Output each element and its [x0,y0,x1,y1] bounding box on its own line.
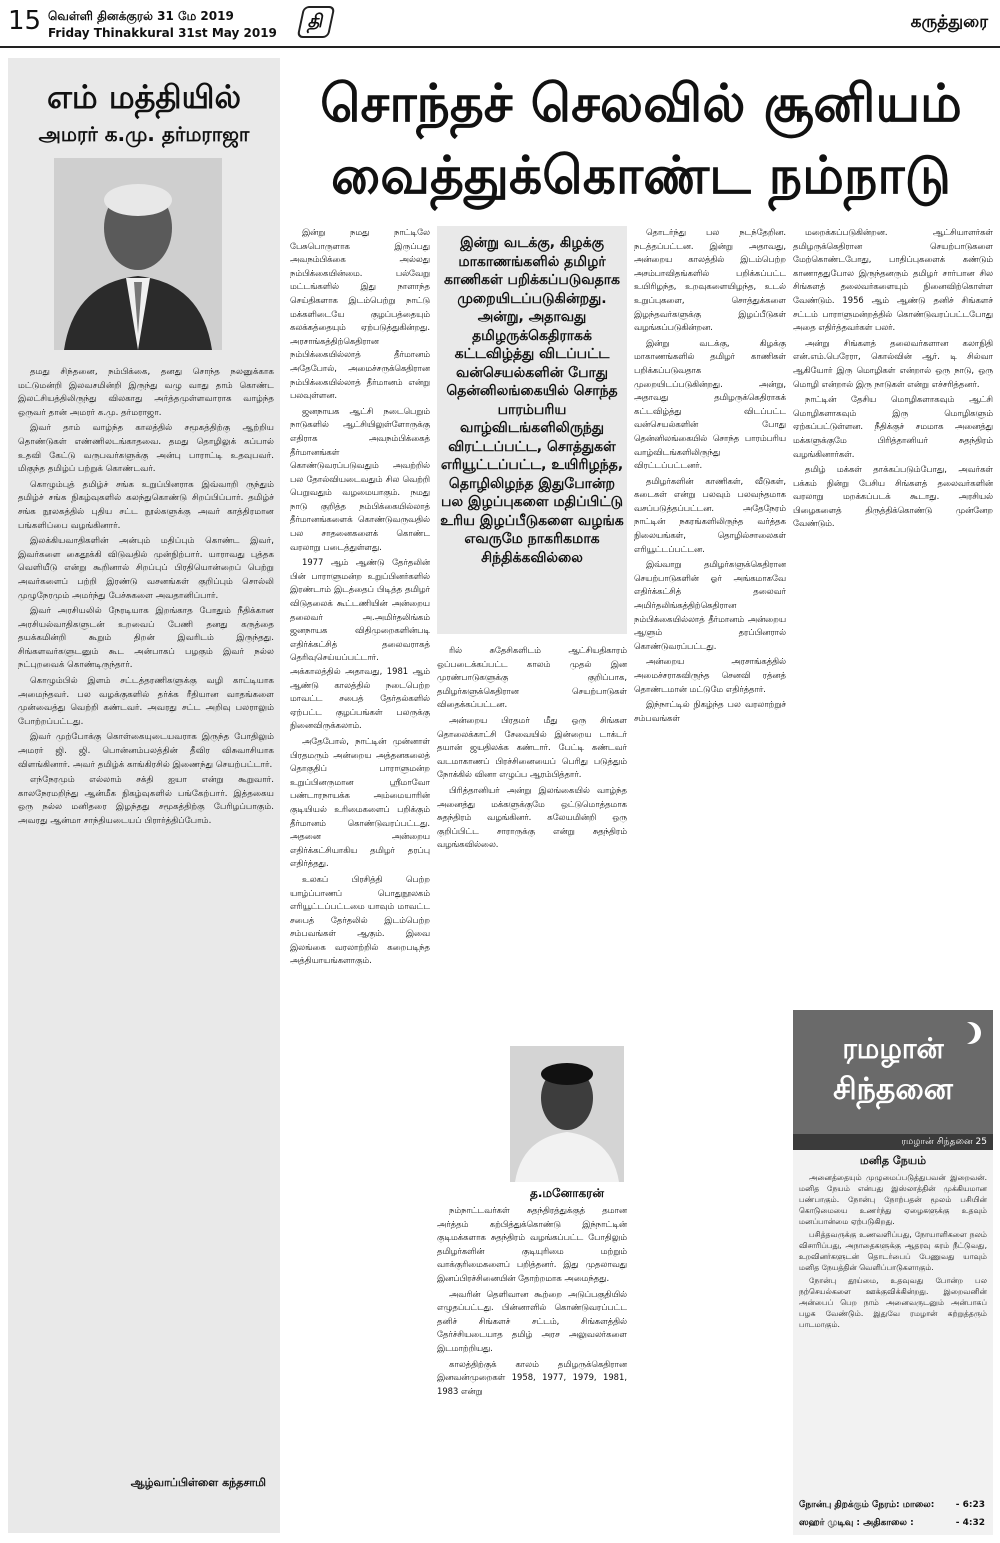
page-number: 15 [8,6,42,36]
iftar-label: நோன்பு திறக்கும் நேரம்: மாலை: [799,1500,935,1510]
sidebar-author: ஆழ்வாப்பிள்ளை கந்தசாமி [130,1476,266,1489]
sahar-time: - 4:32 [955,1518,985,1528]
sidebar-subtitle: அமரர் க.மு. தர்மராஜா [38,122,250,146]
sidebar-paragraph: தமது சிந்தனை, நம்பிக்கை, தனது சொந்த நலனுக்காக மட்டுமன்றி இலவசமின்றி இருந்து வழு வாது தாம் கொண்ட இலட்சியத்திலிருந்து விலகாது அர்த்தமுள்ளவாராக வாழ்ந்த ஒருவர் தான் அமரர் க.மு. தர்மராஜா. [18,367,274,418]
article-paragraph: ஜனநாயக ஆட்சி நடைபெறும் நாடுகளில் ஆட்சியிலுள்ளோருக்கு எதிராக அவநம்பிக்கைத் தீர்மானங்கள் கொண்டுவரப்படுவதும் அவற்றில் பல தோல்வியடைவதும் சில வெற்றி பெறுவதும் வழமையாகும். நமது நாடு குறித்த நம்பிக்கையில்லாத் தீர்மானங்களைக் கொண்டுவருவதில் பல சாதனைகளைக் கொண்ட வரலாறு படைத்துள்ளது. [290,405,430,552]
ramadan-title-1: ரமழான் [842,1032,944,1065]
issue-date-tamil: வெள்ளி தினக்குரல் 31 மே 2019 [48,9,234,23]
article-paragraph: பிரித்தானியர் அன்று இலங்கையில் வாழ்ந்த அனைத்து மக்களுக்குமே ஒட்டுமொத்தமாக சுதந்திரம் வழங்கினர். கலேயமின்றி ஒரு குறிப்பிட்ட சாராருக்கு என்று சுதந்திரம் வழங்கவில்லை. [437,784,627,850]
sidebar-paragraph: கொழும்பில் இளம் சட்டத்தரணிகளுக்கு வழி காட்டியாக அமைந்தவர். பல வழக்குகளில் தர்க்க ரீதியான வாதங்களை முன்வைத்து வெற்றி கண்டவர். அவரது சட்ட அறிவு பலராலும் போற்றப்பட்டது. [18,676,274,727]
article-paragraph: காலத்திற்குக் காலம் தமிழருக்கெதிரான இனவன்முறைகள் 1958, 1977, 1979, 1981, 1983 என்று [437,1358,627,1396]
sidebar-paragraph: கொழும்புத் தமிழ்ச் சங்க உறுப்பினராக இவ்வாறி ருந்தும் தமிழ்ச் சங்க நிகழ்வுகளில் கலந்துகொண்டு சிறப்பிப்பார். தமிழ்ச் சங்க நூலகத்தில் புதிய சட்ட நூல்களுக்கு அவர் காத்திரமான பங்களிப்பை வழங்கினார். [18,479,274,531]
article-paragraph: நம்நாட்டவர்கள் சுதந்திரத்துக்குத் தமான அர்த்தம் கற்பித்துக்கொண்டு இந்நாட்டின் குடிமக்களாக சுதந்திரம் வழங்கப்பட்ட போதிலும் தமிழர்களின் குடியுரிமை மற்றும் வாக்குரிமைகளைப் பறித்தனர். இது முதலாவது இனப்பிரச்சினையின் தோற்றமாக அமைந்தது. [437,1205,627,1283]
article-column-1 [290,226,430,1531]
article-paragraph: இன்று வடக்கு, கிழக்கு மாகாணங்களில் தமிழர் காணிகள் பறிக்கப்படுவதாக முறையிடப்படுகின்றது. அன்று, அதாவது தமிழருக்கெதிராகக் கட்டவிழ்த்து விடப்பட்ட வன்செயல்களின் போது தென்னிலங்கையில் சொந்த பாரம்பரிய வாழ்விடங்களிலிருந்து விரட்டப்பட்டனர். [634,337,786,471]
article-paragraph: உலகப் பிரசித்தி பெற்ற யாழ்ப்பாணப் பொதுநூலகம் எரியூட்டப்பட்டமை யாவும் மாவட்ட சபைத் தேர்தலில் இடம்பெற்ற சம்பவங்கள் ஆகும். இவை இலங்கை வரலாற்றில் கறைபடிந்த அத்தியாயங்களாகும். [290,873,430,966]
section-name: கருத்துரை [910,12,988,32]
issue-date-english: Friday Thinakkural 31st May 2019 [48,26,277,40]
article-headline [290,68,992,212]
article-paragraph: நாட்டின் தேசிய மொழிகளாகவும் ஆட்சி மொழிகளாகவும் இரு மொழிகளும் ஏற்கப்பட்டுள்ளன. நீதிக்குச் சமமாக அனைத்து மக்களுக்குமே பிரித்தானியர் சுதந்திரம் வழங்கினார்கள். [793,394,993,459]
author-caption: த.மனோகரன் [530,1186,604,1200]
ramadan-heading: மனித நேயம் [859,1154,927,1167]
article-paragraph: ரில் சுதேசிகளிடம் ஆட்சியதிகாரம் ஒப்படைக்கப்பட்ட காலம் முதல் இன முரண்பாடுகளுக்கு குறிப்பாக, தமிழர்களுக்கெதிரான செயற்பாடுகள் விதைக்கப்பட்டன. [437,645,627,710]
article-paragraph: அன்று சிங்களத் தலைவர்களான கலாநிதி என்.எம்.பெரேரா, கொல்வின் ஆர். டி சில்வா ஆகியோர் இரு மொழிகள் என்றால் ஒரு நாடு, ஒரு மொழி என்றால் இரு நாடுகள் என்று எச்சரித்தனர். [793,337,993,389]
ramadan-title-2: சிந்தனை [833,1072,953,1107]
article-paragraph: தமிழர்களின் காணிகள், வீடுகள், கடைகள் என்று பலவும் பலவந்தமாக வசப்படுத்தப்பட்டன. அதேநேரம் நாட்டின் நகரங்களிலிருந்த வர்த்தக நிலையங்கள், தொழில்சாலைகள் எரியூட்டப்பட்டன. [634,475,786,554]
article-paragraph: 1977 ஆம் ஆண்டு தேர்தலின் பின் பாராளுமன்ற உறுப்பினர்களில் இரண்டாம் இடத்தைப் பிடித்த தமிழர் விடுதலைக் கூட்டணியின் அன்றைய தலைவர் அ.அமிர்தலிங்கம் ஜனநாயக விதிமுறைகளின்படி எதிர்க்கட்சித் தலைவராகத் தெரிவுசெய்யப்பட்டார். அக்காலத்தில் அதாவது, 1981 ஆம் ஆண்டு காலத்தில் நடைபெற்ற மாவட்ட சபைத் தேர்தல்களில் ஏற்பட்ட குழப்பங்கள் பலருக்கு நினைவிருக்கலாம். [290,557,430,731]
article-paragraph: அவரின் தெளிவான கூற்றை அடுப்பகுதியில் எழுதப்பட்டது. பின்னாளில் கொண்டுவரப்பட்ட தனிச் சிங்களச் சட்டம், சிங்களத்தில் தேர்ச்சியடையாத தமிழ் அரச அலுவலர்களை இடமாற்றியது. [437,1288,627,1353]
sidebar-title: எம் மத்தியில் [46,78,242,116]
ramadan-series-label: ரமழான் சிந்தனை 25 [793,1134,993,1150]
author-silhouette-icon [510,1046,624,1182]
portrait-silhouette-icon [54,158,222,350]
sidebar-paragraph: இவர் முற்போக்கு கொள்கையுடையவராக இருந்த போதிலும் அமரர் ஜி. ஜி. பொன்னம்பலத்தின் தீவிர விசுவாசியாக விளங்கினார். அவர் தமிழ்க் காங்கிரசில் இணைந்து செயற்பட்டார். [18,732,274,770]
sidebar-paragraph: எந்நேரமும் எல்லாம் சக்தி ஐயா என்று கூறுவார். காலநேரமறிந்து ஆன்மீக நிகழ்வுகளில் பங்கேற்பார். இத்தகைய ஒரு நல்ல மனிதரை இழந்தது சமூகத்திற்கு பேரிழப்பாகும். அவரது ஆன்மா சாந்தியடையப் பிரார்த்திப்போம். [18,775,274,826]
article-paragraph: அன்றைய பிரதமர் மீது ஒரு சிங்கள தொலைக்காட்சி சேவையில் இன்றைய டாக்டர் தயான் ஜயதிலக்க கண்டார். பேட்டி கண்டவர் வடமாகாணப் பிரச்சினையைப் பெரிது படுத்தும் நோக்கில் வினா எழுப்ப ஆரம்பித்தார். [437,714,627,780]
ramadan-paragraph: நோன்பு தூய்மை, உதவுவது போன்ற பல நற்செயல்களை ஊக்குவிக்கின்றது. இறைவனின் அன்பைப் பெற நாம் அனைவருடனும் அன்பாகப் பழக வேண்டும். இதுவே ரமழான் கற்றுத்தரும் பாடமாகும். [799,1276,987,1329]
sidebar-paragraph: இவர் அரசியலில் நேரடியாக இறங்காத போதும் நீதிக்கான அரசியல்வாதிகளுடன் உறவைப் பேணி தனது கருத்தை தயக்கமின்றி கூறும் திறன் இவரிடம் இருந்தது. சிங்களவர்களுடனும் கூட அன்பாகப் பழகும் இவர் நல்ல நட்புறவைக் கொண்டிருந்தார். [18,606,274,671]
article-paragraph: இவ்வாறு தமிழர்களுக்கெதிரான செயற்பாடுகளின் ஓர் அங்கமாகவே எதிர்க்கட்சித் தலைவர் அமிர்தலிங்கத்திற்கெதிரான நம்பிக்கையில்லாத் தீர்மானம் அன்றைய ஆளும் தரப்பினரால் கொண்டுவரப்பட்டது. [634,559,786,651]
page-header [0,0,1000,48]
article-paragraph: இந்நாட்டில் நிகழ்ந்த பல வரலாற்றுச் சம்பவங்கள் [634,699,786,723]
article-column-3 [634,226,786,1531]
iftar-time: - 6:23 [955,1500,985,1510]
pull-quote: இன்று வடக்கு, கிழக்கு மாகாணங்களில் தமிழர் காணிகள் பறிக்கப்படுவதாக முறையிடப்படுகின்றது. அன்று, அதாவது தமிழருக்கெதிராகக் கட்டவிழ்த்து விடப்பட்ட வன்செயல்களின் போது தென்னிலங்கையில் சொந்த பாரம்பரிய வாழ்விடங்களிலிருந்து விரட்டப்பட்ட, சொத்துகள் எரியூட்டப்பட்ட, உயிரிழந்த, தொழிலிழந்த இதுபோன்ற பல இழப்புகளை மதிப்பிட்டு உரிய இழப்பீடுகளை வழங்க எவருமே நாகரிகமாக சிந்திக்கவில்லை [437,226,627,634]
sidebar-paragraph: இலக்கியவாதிகளின் அன்பும் மதிப்பும் கொண்ட இவர், இவர்களை கைதூக்கி விடுவதில் முன்நிற்பார். யாராவது புத்தக வெளியீடு என்று கூறினால் சிறப்புப் பிரதியொன்றைப் பெற்று அவர்களைப் பற்றி இரண்டு வசனங்கள் குறிப்பும் சொல்லி முழுநேரமும் அமர்ந்து பேச்சுகளை அவதானிப்பார். [18,536,274,601]
article-paragraph: தொடர்ந்து பல நடந்தேறின. நடத்தப்பட்டன. இன்று அதாவது, அன்றைய காலத்தில் இடம்பெற்ற அசம்பாவிதங்களில் பறிக்கப்பட்ட உயிரிழந்த, உறவுகளையிழந்த, உடல் உறுப்புகளை, சொத்துக்களை இழந்தவர்களுக்கு இழப்பீடுகள் வழங்கப்படுகின்றன. [634,227,786,333]
sidebar-paragraph: இவர் தாம் வாழ்ந்த காலத்தில் சமூகத்திற்கு ஆற்றிய தொண்டுகள் எண்ணிலடங்காதவை. தமது தொழிலுக் கப்பால் உதவி கேட்டு வருபவர்களுக்கு அன்பு பாராட்டி உதவுபவர். மிகுந்த தமிழ்ப் பற்றுக் கொண்டவர். [18,423,274,475]
headline-line-2: வைத்துக்கொண்ட நம்நாடு [331,146,951,206]
article-paragraph: அதேபோல், நாட்டின் முன்னாள் பிரதமரும் அன்றைய அத்தனகலைத் தொகுதிப் பாராளுமன்ற உறுப்பினருமான ஸ்ரீமாவோ பண்டாரநாயக்க அம்மையாரின் குடியியல் உரிமைகளைப் பறிக்கும் தீர்மானம் கொண்டுவரப்பட்டது. அதனை அன்றைய எதிர்க்கட்சியாகிய தமிழர் தரப்பு எதிர்த்தது. [290,735,430,869]
headline-line-1: சொந்தச் செலவில் சூனியம் [320,74,962,134]
ramadan-banner [793,1010,993,1134]
article-column-4 [793,226,993,1002]
article-paragraph: மறைக்கப்படுகின்றன. ஆட்சியாளர்கள் தமிழருக்கெதிரான செயற்பாடுகளை மேற்கொண்டபோது, பாதிப்புகளைக் கண்டும் காணாததுபோல இருந்தனரும் தமிழர் சார்பான சில சிங்களத் தலைவர்களையும் நினைவிற்கொள்ள வேண்டும். 1956 ஆம் ஆண்டு தனிச் சிங்களச் சட்டம் பாராளுமன்றத்தில் கொண்டுவரப்பட்டபோது அதை எதிர்த்தவர்கள் பலர். [793,227,993,333]
ramadan-paragraph: பசித்தவருக்கு உணவளிப்பது, நோயாளிகளை நலம் விசாரிப்பது, அநாதைகளுக்கு ஆதரவு கரம் நீட்டுவது, உறவினர்களுடன் தொடர்பைப் பேணுவது யாவும் மனித நேயத்தின் வெளிப்பாடுகளாகும். [799,1230,987,1272]
sahar-label: ஸஹர் முடிவு : அதிகாலை : [799,1518,914,1528]
article-column-2-lower [437,1204,627,1531]
ramadan-box [793,1010,993,1535]
article-column-2-upper [437,644,627,1042]
ramadan-body [799,1172,987,1480]
issue-info [48,8,277,42]
article-paragraph: அன்றைய அரசாங்கத்தில் அமைச்சராகவிருந்த செனவி ரத்னத் தொண்டமான் மட்டுமே எதிர்த்தார். [634,656,786,694]
portrait-photo [54,158,222,350]
article-paragraph: இன்று நமது நாட்டிலே பேசுபொருளாக இருப்பது அவநம்பிக்கை அல்லது நம்பிக்கையின்மை. பல்வேறு மட்டங்களில் இது நாளாந்த செய்திகளாக இடம்பெற்று நாட்டு மக்களிடையே குழப்பத்தையும் கலக்கத்தையும் ஏற்படுத்துகின்றது. அரசாங்கத்திற்கெதிரான நம்பிக்கையில்லாத் தீர்மானம் அதேபோல், அமைச்சருக்கெதிரான நம்பிக்கையில்லாத் தீர்மானம் என்று பலவுள்ளன. [290,227,430,401]
newspaper-logo-icon: தி [297,6,336,38]
sidebar-body [18,366,274,1466]
article-paragraph: தமிழ் மக்கள் தாக்கப்படும்போது, அவர்கள் பக்கம் நின்று பேசிய சிங்களத் தலைவர்களின் வரலாறு மறக்கப்படக் கூடாது. அரசியல் பிழைகளைத் திருத்திக்கொண்டு முன்னேற வேண்டும். [793,464,993,529]
ramadan-paragraph: அனைத்தையும் முழுமைப்படுத்துபவன் இறைவன். மனித நேயம் என்பது இஸ்லாத்தின் முக்கியமான பண்பாகும். நோன்பு நோற்பதன் மூலம் பசியின் கொடுமையை உணர்ந்து ஏழைகளுக்கு உதவும் மனப்பான்மை ஏற்படுகிறது. [799,1173,987,1226]
author-photo [510,1046,624,1182]
obituary-sidebar [8,58,280,1533]
